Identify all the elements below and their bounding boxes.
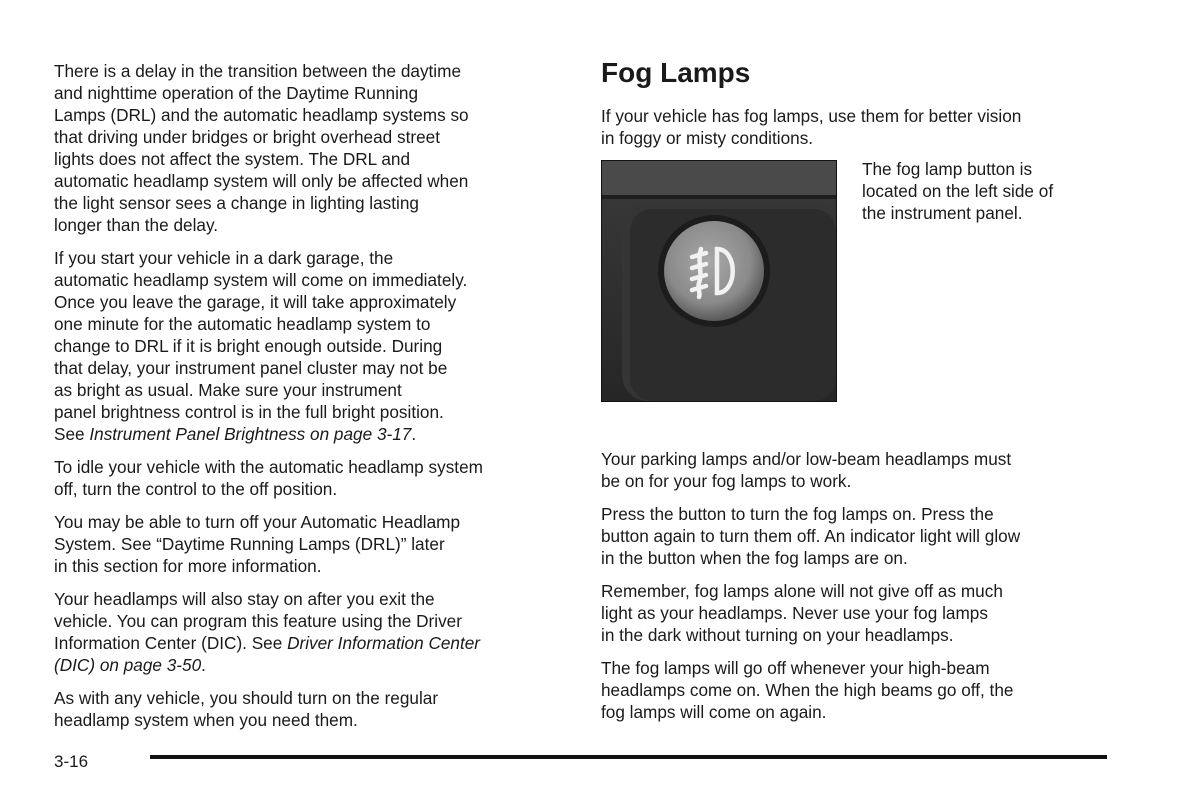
paragraph-turn-off-automatic: You may be able to turn off your Automatic Headlamp System. See “Daytime Running Lamps (DRL)” later in this section for more information. [54,512,461,576]
paragraph-headlamps-stay-on [54,588,564,676]
paragraph-remember: Remember, fog lamps alone will not give off as much light as your headlamps. Never use your fog lamps in the dark without turning on your headlamps. [601,581,1003,645]
photo-caption: The fog lamp button is located on the left side of the instrument panel. [862,159,1054,223]
paragraph-lamps-must-be-on: Your parking lamps and/or low-beam headlamps must be on for your fog lamps to work. [601,449,1012,491]
sentence-end: . [411,424,417,444]
fog-lamp-button-photo [601,160,837,402]
instrument-panel-brightness-reference: Instrument Panel Brightness on page 3-17 [89,424,412,444]
page-number: 3-16 [54,752,89,771]
figure-row [601,160,1116,428]
photo-illustration [602,161,836,401]
dark-garage-text: If you start your vehicle in a dark garage, the automatic headlamp system will come on immediately. Once you leave the garage, it will take approximately one minute for the automatic headlamp system to change to DRL if it is bright enough outside. During that delay, your instrument panel cluster may not be as bright as usual. Make sure your instrument panel brightness control is in the full bright position. See [54,248,468,444]
paragraph-press-button: Press the button to turn the fog lamps on. Press the button again to turn them off. An indicator light will glow in the button when the fog lamps are on. [601,504,1021,568]
right-column [601,54,1116,734]
footer-rule [150,755,1107,759]
dic-reference: Driver Information Center (DIC) on page 3-50 [54,633,481,675]
paragraph-drl-delay: There is a delay in the transition between the daytime and nighttime operation of the Daytime Running Lamps (DRL) and the automatic headlamp systems so that driving under bridges or bright overhead street lights does not affect the system. The DRL and automatic headlamp system will only be affected when the light sensor sees a change in lighting lasting longer than the delay. [54,61,469,235]
paragraph-regular-headlamps: As with any vehicle, you should turn on the regular headlamp system when you need them. [54,688,439,730]
paragraph-dark-garage [54,247,564,445]
paragraph-high-beams: The fog lamps will go off whenever your high-beam headlamps come on. When the high beams go off, the fog lamps will come on again. [601,658,1014,722]
section-heading: Fog Lamps [601,57,751,88]
paragraph-fog-intro: If your vehicle has fog lamps, use them for better vision in foggy or misty conditions. [601,106,1022,148]
sentence-end: . [201,655,206,675]
left-column [54,60,564,742]
headlamps-stay-on-text: Your headlamps will also stay on after you exit the vehicle. You can program this feature using the Driver Information Center (DIC). See [54,589,462,653]
paragraph-idle-vehicle: To idle your vehicle with the automatic headlamp system off, turn the control to the off position. [54,457,483,499]
